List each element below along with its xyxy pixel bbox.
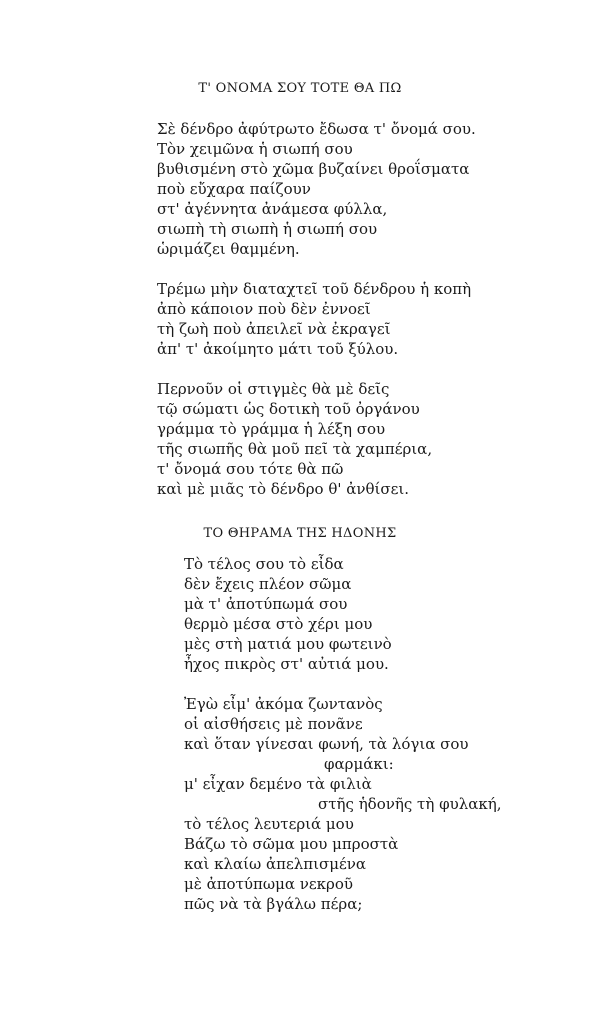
poem-line: καὶ ὅταν γίνεσαι φωνή, τὰ λόγια σου — [184, 735, 469, 753]
poem-line: τῷ σώματι ὡς δοτικὴ τοῦ ὀργάνου — [157, 400, 420, 418]
poem-line: ποὺ εὔχαρα παίζουν — [157, 180, 311, 198]
stanza — [157, 279, 476, 359]
poem-line: Τρέμω μὴν διαταχτεῖ τοῦ δένδρου ἡ κοπὴ — [157, 280, 472, 298]
poem-title: ΤΟ ΘΗΡΑΜΑ ΤΗΣ ΗΔΟΝΗΣ — [203, 526, 397, 541]
poem-line: πῶς νὰ τὰ βγάλω πέρα; — [184, 895, 363, 913]
poem-line: τὴ ζωὴ ποὺ ἀπειλεῖ νὰ ἐκραγεῖ — [157, 320, 391, 338]
poem-line: φαρμάκι: — [324, 755, 394, 773]
poem-line: βυθισμένη στὸ χῶμα βυζαίνει θροΐσματα — [157, 160, 470, 178]
poem-body — [157, 119, 476, 499]
poem-line: θερμὸ μέσα στὸ χέρι μου — [184, 615, 373, 633]
poem-line: μὲ ἀποτύπωμα νεκροῦ — [184, 875, 353, 893]
poem-line: Ἐγὼ εἶμ' ἀκόμα ζωντανὸς — [184, 695, 383, 713]
poem-body — [184, 554, 501, 914]
poem-line: Βάζω τὸ σῶμα μου μπροστὰ — [184, 835, 399, 853]
poem-title: Τ' ΟΝΟΜΑ ΣΟΥ ΤΟΤΕ ΘΑ ΠΩ — [198, 81, 402, 96]
poem-line: τῆς σιωπῆς θὰ μοῦ πεῖ τὰ χαμπέρια, — [157, 440, 433, 458]
poem-line: Τὸν χειμῶνα ἡ σιωπή σου — [157, 140, 353, 158]
stanza — [157, 119, 476, 259]
stanza — [184, 694, 501, 914]
poem-line: Τὸ τέλος σου τὸ εἶδα — [184, 555, 344, 573]
poem-line: στῆς ἡδονῆς τὴ φυλακή, — [318, 795, 502, 813]
poem-line: ἦχος πικρὸς στ' αὐτιά μου. — [184, 655, 389, 673]
poem-line: ἀπ' τ' ἀκοίμητο μάτι τοῦ ξύλου. — [157, 340, 399, 358]
poem-line: μὲς στὴ ματιά μου φωτεινὸ — [184, 635, 392, 653]
poem-line: οἱ αἰσθήσεις μὲ πονᾶνε — [184, 715, 363, 733]
poem-line: μὰ τ' ἀποτύπωμά σου — [184, 595, 348, 613]
poem-line: τ' ὄνομά σου τότε θὰ πῶ — [157, 460, 344, 478]
poem-line: καὶ κλαίω ἀπελπισμένα — [184, 855, 367, 873]
poem-line: στ' ἀγέννητα ἀνάμεσα φύλλα, — [157, 200, 388, 218]
poem-line: μ' εἶχαν δεμένο τὰ φιλιὰ — [184, 775, 372, 793]
stanza — [157, 379, 476, 499]
poem-line: δὲν ἔχεις πλέον σῶμα — [184, 575, 352, 593]
poem-line: ἀπὸ κάποιον ποὺ δὲν ἐννοεῖ — [157, 300, 371, 318]
poem-line: γράμμα τὸ γράμμα ἡ λέξη σου — [157, 420, 386, 438]
poem-line: Σὲ δένδρο ἀφύτρωτο ἔδωσα τ' ὄνομά σου. — [157, 120, 476, 138]
stanza — [184, 554, 501, 674]
poem-line: ὡριμάζει θαμμένη. — [157, 240, 300, 258]
poem-line: σιωπὴ τὴ σιωπὴ ἡ σιωπή σου — [157, 220, 378, 238]
poem-line: καὶ μὲ μιᾶς τὸ δένδρο θ' ἀνθίσει. — [157, 480, 410, 498]
poem-line: τὸ τέλος λευτεριά μου — [184, 815, 354, 833]
poem-line: Περνοῦν οἱ στιγμὲς θὰ μὲ δεῖς — [157, 380, 390, 398]
